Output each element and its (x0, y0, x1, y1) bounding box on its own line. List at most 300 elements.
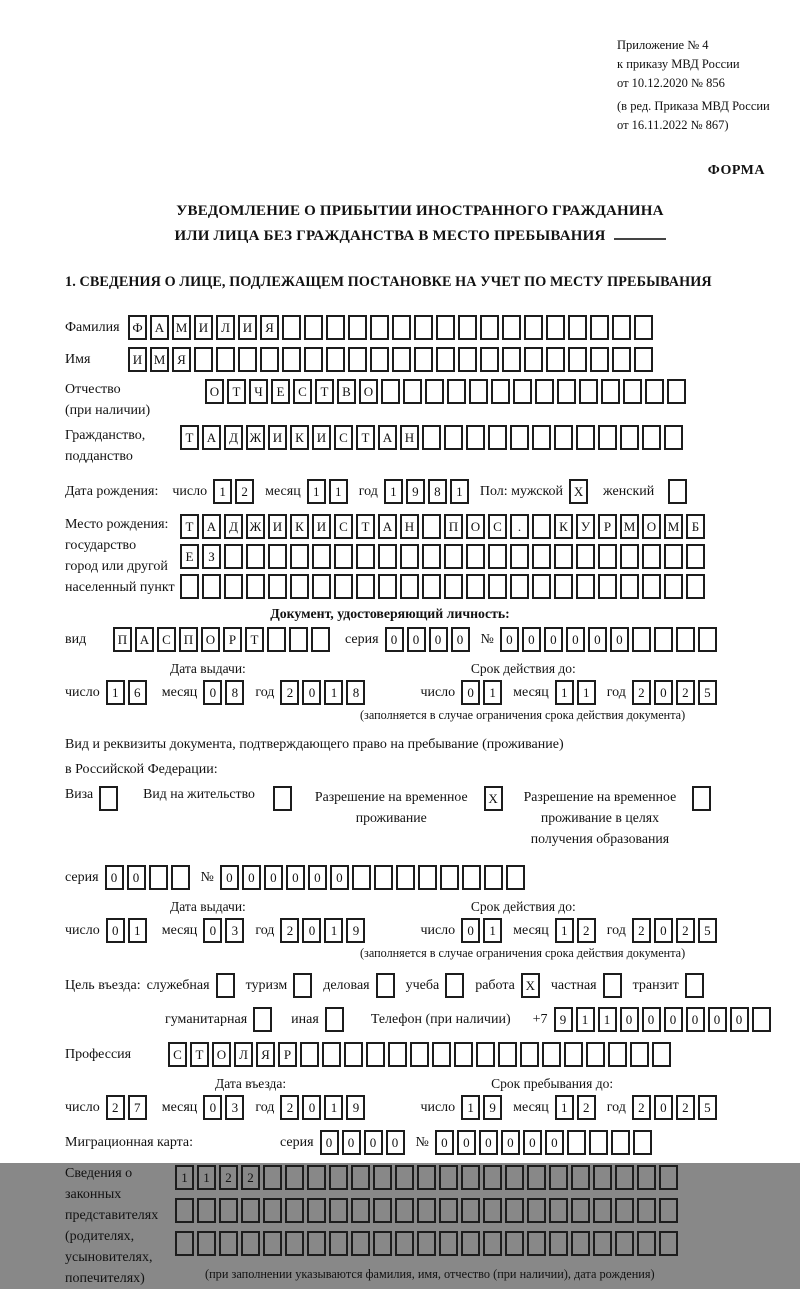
permit-number-cell[interactable]: 0 (264, 865, 283, 890)
permit-issue-year-cell[interactable]: 9 (346, 918, 365, 943)
legal-reps-cell[interactable] (263, 1231, 282, 1256)
temp-edu-cell[interactable] (692, 786, 711, 811)
citizenship-cell[interactable]: И (312, 425, 331, 450)
profession-cell[interactable]: Т (190, 1042, 209, 1067)
citizenship-cell[interactable] (642, 425, 661, 450)
patronymic-cell[interactable]: Т (227, 379, 246, 404)
legal-reps-cell[interactable] (549, 1231, 568, 1256)
legal-reps-cell[interactable] (417, 1165, 436, 1190)
birthplace-cell[interactable] (554, 544, 573, 569)
birth-year-cell[interactable]: 1 (450, 479, 469, 504)
patronymic-cell[interactable] (645, 379, 664, 404)
birthplace-cell[interactable]: Д (224, 514, 243, 539)
surname-cell[interactable]: М (172, 315, 191, 340)
name-cell[interactable] (612, 347, 631, 372)
profession-cell[interactable] (542, 1042, 561, 1067)
citizenship-cell[interactable] (664, 425, 683, 450)
legal-reps-cell[interactable] (351, 1165, 370, 1190)
name-cell[interactable] (480, 347, 499, 372)
permit-number-cell[interactable]: 0 (330, 865, 349, 890)
legal-reps-cell[interactable]: 1 (197, 1165, 216, 1190)
permit-number-cell[interactable]: 0 (220, 865, 239, 890)
legal-reps-cell[interactable] (483, 1198, 502, 1223)
birthplace-cell[interactable] (686, 574, 705, 599)
birthplace-cell[interactable] (378, 544, 397, 569)
profession-cell[interactable] (630, 1042, 649, 1067)
citizenship-cell[interactable]: К (290, 425, 309, 450)
patronymic-cell[interactable]: Т (315, 379, 334, 404)
legal-reps-cell[interactable] (241, 1198, 260, 1223)
legal-reps-cell[interactable] (329, 1198, 348, 1223)
permit-number-cell[interactable]: 0 (286, 865, 305, 890)
legal-reps-cell[interactable]: 2 (219, 1165, 238, 1190)
legal-reps-cell[interactable] (329, 1231, 348, 1256)
name-cell[interactable] (590, 347, 609, 372)
profession-cell[interactable] (498, 1042, 517, 1067)
phone-cell[interactable] (752, 1007, 771, 1032)
birth-year-cell[interactable]: 9 (406, 479, 425, 504)
birthplace-cell[interactable]: И (312, 514, 331, 539)
birth-month-cell[interactable]: 1 (307, 479, 326, 504)
birthplace-cell[interactable] (312, 544, 331, 569)
birthplace-cell[interactable] (268, 574, 287, 599)
citizenship-cell[interactable]: С (334, 425, 353, 450)
permit-valid-year-cell[interactable]: 0 (654, 918, 673, 943)
permit-issue-day-cell[interactable]: 0 (106, 918, 125, 943)
patronymic-cell[interactable] (601, 379, 620, 404)
legal-reps-cell[interactable] (593, 1231, 612, 1256)
migration-number-cell[interactable] (589, 1130, 608, 1155)
id-valid-day-cell[interactable]: 0 (461, 680, 480, 705)
profession-cell[interactable] (410, 1042, 429, 1067)
name-cell[interactable] (348, 347, 367, 372)
patronymic-cell[interactable] (623, 379, 642, 404)
id-issue-year-cell[interactable]: 2 (280, 680, 299, 705)
birthplace-cell[interactable] (598, 574, 617, 599)
surname-cell[interactable] (612, 315, 631, 340)
surname-cell[interactable] (502, 315, 521, 340)
birthplace-cell[interactable]: О (466, 514, 485, 539)
birthplace-cell[interactable] (422, 574, 441, 599)
birthplace-cell[interactable] (378, 574, 397, 599)
surname-cell[interactable] (568, 315, 587, 340)
id-number-cell[interactable]: 0 (522, 627, 541, 652)
name-cell[interactable] (392, 347, 411, 372)
permit-number-cell[interactable] (418, 865, 437, 890)
name-cell[interactable] (502, 347, 521, 372)
id-issue-year-cell[interactable]: 8 (346, 680, 365, 705)
legal-reps-cell[interactable] (439, 1165, 458, 1190)
surname-cell[interactable] (370, 315, 389, 340)
legal-reps-cell[interactable] (351, 1198, 370, 1223)
legal-reps-cell[interactable] (373, 1231, 392, 1256)
purpose-official-cell[interactable] (216, 973, 235, 998)
legal-reps-cell[interactable] (549, 1165, 568, 1190)
permit-valid-year-cell[interactable]: 2 (676, 918, 695, 943)
purpose-tourism-cell[interactable] (293, 973, 312, 998)
legal-reps-cell[interactable] (461, 1165, 480, 1190)
name-cell[interactable] (370, 347, 389, 372)
name-cell[interactable] (194, 347, 213, 372)
id-kind-cell[interactable] (311, 627, 330, 652)
legal-reps-cell[interactable] (307, 1231, 326, 1256)
citizenship-cell[interactable] (532, 425, 551, 450)
profession-cell[interactable] (520, 1042, 539, 1067)
birth-year-cell[interactable]: 8 (428, 479, 447, 504)
birthplace-cell[interactable] (422, 514, 441, 539)
entry-day-cell[interactable]: 7 (128, 1095, 147, 1120)
legal-reps-cell[interactable] (615, 1198, 634, 1223)
citizenship-cell[interactable] (444, 425, 463, 450)
patronymic-cell[interactable]: О (205, 379, 224, 404)
id-kind-cell[interactable]: Т (245, 627, 264, 652)
surname-cell[interactable] (590, 315, 609, 340)
name-cell[interactable] (216, 347, 235, 372)
legal-reps-cell[interactable] (659, 1165, 678, 1190)
surname-cell[interactable] (392, 315, 411, 340)
name-cell[interactable] (238, 347, 257, 372)
permit-number-cell[interactable]: 0 (242, 865, 261, 890)
birthplace-cell[interactable]: Е (180, 544, 199, 569)
citizenship-cell[interactable] (466, 425, 485, 450)
birthplace-cell[interactable] (510, 574, 529, 599)
permit-valid-year-cell[interactable]: 2 (632, 918, 651, 943)
permit-valid-day-cell[interactable]: 1 (483, 918, 502, 943)
name-cell[interactable] (546, 347, 565, 372)
legal-reps-cell[interactable] (637, 1198, 656, 1223)
name-cell[interactable] (634, 347, 653, 372)
citizenship-cell[interactable] (554, 425, 573, 450)
sex-male-cell[interactable]: X (569, 479, 588, 504)
profession-cell[interactable] (476, 1042, 495, 1067)
birthplace-cell[interactable]: . (510, 514, 529, 539)
permit-issue-day-cell[interactable]: 1 (128, 918, 147, 943)
citizenship-cell[interactable] (620, 425, 639, 450)
permit-issue-month-cell[interactable]: 0 (203, 918, 222, 943)
legal-reps-cell[interactable] (439, 1231, 458, 1256)
migration-number-cell[interactable]: 0 (523, 1130, 542, 1155)
patronymic-cell[interactable] (447, 379, 466, 404)
permit-valid-month-cell[interactable]: 2 (577, 918, 596, 943)
patronymic-cell[interactable] (579, 379, 598, 404)
birthplace-cell[interactable] (180, 574, 199, 599)
entry-year-cell[interactable]: 2 (280, 1095, 299, 1120)
legal-reps-cell[interactable] (549, 1198, 568, 1223)
birthplace-cell[interactable]: Т (180, 514, 199, 539)
purpose-business-cell[interactable] (376, 973, 395, 998)
birthplace-cell[interactable] (620, 574, 639, 599)
id-number-cell[interactable]: 0 (500, 627, 519, 652)
birthplace-cell[interactable] (444, 574, 463, 599)
surname-cell[interactable] (480, 315, 499, 340)
id-valid-month-cell[interactable]: 1 (577, 680, 596, 705)
name-cell[interactable] (304, 347, 323, 372)
purpose-other-cell[interactable] (325, 1007, 344, 1032)
patronymic-cell[interactable] (425, 379, 444, 404)
legal-reps-cell[interactable] (593, 1198, 612, 1223)
citizenship-cell[interactable] (488, 425, 507, 450)
legal-reps-cell[interactable] (527, 1165, 546, 1190)
surname-cell[interactable] (414, 315, 433, 340)
profession-cell[interactable]: Л (234, 1042, 253, 1067)
migration-number-cell[interactable]: 0 (545, 1130, 564, 1155)
purpose-work-cell[interactable]: X (521, 973, 540, 998)
legal-reps-cell[interactable] (571, 1165, 590, 1190)
profession-cell[interactable] (586, 1042, 605, 1067)
legal-reps-cell[interactable] (241, 1231, 260, 1256)
birthplace-cell[interactable] (642, 544, 661, 569)
patronymic-cell[interactable]: О (359, 379, 378, 404)
profession-cell[interactable] (454, 1042, 473, 1067)
legal-reps-cell[interactable] (417, 1198, 436, 1223)
entry-year-cell[interactable]: 0 (302, 1095, 321, 1120)
birthplace-cell[interactable] (202, 574, 221, 599)
phone-cell[interactable]: 0 (664, 1007, 683, 1032)
citizenship-cell[interactable]: Т (356, 425, 375, 450)
citizenship-cell[interactable]: А (202, 425, 221, 450)
phone-cell[interactable]: 1 (576, 1007, 595, 1032)
patronymic-cell[interactable] (403, 379, 422, 404)
id-kind-cell[interactable]: О (201, 627, 220, 652)
birthplace-cell[interactable]: Т (356, 514, 375, 539)
citizenship-cell[interactable] (576, 425, 595, 450)
citizenship-cell[interactable]: Т (180, 425, 199, 450)
birthplace-cell[interactable] (400, 544, 419, 569)
legal-reps-cell[interactable] (285, 1198, 304, 1223)
legal-reps-cell[interactable] (175, 1231, 194, 1256)
birthplace-cell[interactable]: О (642, 514, 661, 539)
legal-reps-cell[interactable] (659, 1198, 678, 1223)
purpose-study-cell[interactable] (445, 973, 464, 998)
stay-year-cell[interactable]: 2 (632, 1095, 651, 1120)
birthplace-cell[interactable] (290, 574, 309, 599)
permit-valid-month-cell[interactable]: 1 (555, 918, 574, 943)
birthplace-cell[interactable]: З (202, 544, 221, 569)
surname-cell[interactable] (282, 315, 301, 340)
id-valid-year-cell[interactable]: 0 (654, 680, 673, 705)
legal-reps-cell[interactable] (461, 1198, 480, 1223)
legal-reps-cell[interactable] (285, 1165, 304, 1190)
phone-cell[interactable]: 0 (686, 1007, 705, 1032)
birthplace-cell[interactable]: С (334, 514, 353, 539)
id-issue-year-cell[interactable]: 0 (302, 680, 321, 705)
birth-day-cell[interactable]: 1 (213, 479, 232, 504)
citizenship-cell[interactable]: Д (224, 425, 243, 450)
id-valid-day-cell[interactable]: 1 (483, 680, 502, 705)
birthplace-cell[interactable] (576, 544, 595, 569)
legal-reps-cell[interactable] (527, 1198, 546, 1223)
purpose-humanitarian-cell[interactable] (253, 1007, 272, 1032)
permit-valid-year-cell[interactable]: 5 (698, 918, 717, 943)
legal-reps-cell[interactable] (285, 1231, 304, 1256)
profession-cell[interactable] (388, 1042, 407, 1067)
entry-day-cell[interactable]: 2 (106, 1095, 125, 1120)
patronymic-cell[interactable] (381, 379, 400, 404)
name-cell[interactable]: М (150, 347, 169, 372)
migration-number-cell[interactable] (567, 1130, 586, 1155)
id-series-cell[interactable]: 0 (451, 627, 470, 652)
birthplace-cell[interactable]: Ж (246, 514, 265, 539)
legal-reps-cell[interactable] (615, 1231, 634, 1256)
migration-number-cell[interactable]: 0 (435, 1130, 454, 1155)
birthplace-cell[interactable]: Н (400, 514, 419, 539)
entry-year-cell[interactable]: 1 (324, 1095, 343, 1120)
permit-issue-year-cell[interactable]: 1 (324, 918, 343, 943)
profession-cell[interactable] (652, 1042, 671, 1067)
legal-reps-cell[interactable] (307, 1165, 326, 1190)
name-cell[interactable]: Я (172, 347, 191, 372)
birthplace-cell[interactable] (268, 544, 287, 569)
id-valid-year-cell[interactable]: 2 (632, 680, 651, 705)
profession-cell[interactable]: Я (256, 1042, 275, 1067)
birthplace-cell[interactable] (620, 544, 639, 569)
birthplace-cell[interactable] (576, 574, 595, 599)
birthplace-cell[interactable] (246, 574, 265, 599)
permit-number-cell[interactable]: 0 (308, 865, 327, 890)
legal-reps-cell[interactable] (659, 1231, 678, 1256)
legal-reps-cell[interactable] (483, 1165, 502, 1190)
birth-month-cell[interactable]: 1 (329, 479, 348, 504)
legal-reps-cell[interactable] (461, 1231, 480, 1256)
phone-cell[interactable]: 0 (620, 1007, 639, 1032)
name-cell[interactable] (458, 347, 477, 372)
id-issue-month-cell[interactable]: 8 (225, 680, 244, 705)
profession-cell[interactable] (300, 1042, 319, 1067)
residence-permit-cell[interactable] (273, 786, 292, 811)
migration-number-cell[interactable]: 0 (479, 1130, 498, 1155)
name-cell[interactable] (282, 347, 301, 372)
id-series-cell[interactable]: 0 (385, 627, 404, 652)
patronymic-cell[interactable] (513, 379, 532, 404)
profession-cell[interactable] (608, 1042, 627, 1067)
profession-cell[interactable] (322, 1042, 341, 1067)
legal-reps-cell[interactable] (593, 1165, 612, 1190)
surname-cell[interactable] (458, 315, 477, 340)
stay-month-cell[interactable]: 1 (555, 1095, 574, 1120)
permit-series-cell[interactable] (171, 865, 190, 890)
legal-reps-cell[interactable] (395, 1198, 414, 1223)
purpose-transit-cell[interactable] (685, 973, 704, 998)
patronymic-cell[interactable]: Е (271, 379, 290, 404)
surname-cell[interactable] (546, 315, 565, 340)
legal-reps-cell[interactable] (637, 1231, 656, 1256)
legal-reps-cell[interactable] (615, 1165, 634, 1190)
permit-number-cell[interactable] (396, 865, 415, 890)
birthplace-cell[interactable] (532, 574, 551, 599)
surname-cell[interactable]: И (194, 315, 213, 340)
legal-reps-cell[interactable] (307, 1198, 326, 1223)
profession-cell[interactable] (344, 1042, 363, 1067)
birthplace-cell[interactable] (554, 574, 573, 599)
legal-reps-cell[interactable] (351, 1231, 370, 1256)
profession-cell[interactable]: О (212, 1042, 231, 1067)
id-series-cell[interactable]: 0 (407, 627, 426, 652)
legal-reps-cell[interactable] (417, 1231, 436, 1256)
surname-cell[interactable] (304, 315, 323, 340)
legal-reps-cell[interactable] (263, 1165, 282, 1190)
permit-number-cell[interactable] (506, 865, 525, 890)
birthplace-cell[interactable] (686, 544, 705, 569)
legal-reps-cell[interactable] (483, 1231, 502, 1256)
birthplace-cell[interactable]: П (444, 514, 463, 539)
id-valid-year-cell[interactable]: 5 (698, 680, 717, 705)
citizenship-cell[interactable] (510, 425, 529, 450)
name-cell[interactable] (414, 347, 433, 372)
id-valid-month-cell[interactable]: 1 (555, 680, 574, 705)
temp-permit-cell[interactable]: X (484, 786, 503, 811)
patronymic-cell[interactable] (535, 379, 554, 404)
birthplace-cell[interactable]: С (488, 514, 507, 539)
id-kind-cell[interactable]: С (157, 627, 176, 652)
permit-number-cell[interactable] (462, 865, 481, 890)
profession-cell[interactable]: Р (278, 1042, 297, 1067)
legal-reps-cell[interactable] (219, 1198, 238, 1223)
permit-issue-month-cell[interactable]: 3 (225, 918, 244, 943)
phone-cell[interactable]: 9 (554, 1007, 573, 1032)
birthplace-cell[interactable]: К (290, 514, 309, 539)
surname-cell[interactable] (634, 315, 653, 340)
permit-series-cell[interactable]: 0 (127, 865, 146, 890)
id-number-cell[interactable]: 0 (544, 627, 563, 652)
stay-year-cell[interactable]: 0 (654, 1095, 673, 1120)
legal-reps-cell[interactable]: 2 (241, 1165, 260, 1190)
birthplace-cell[interactable] (246, 544, 265, 569)
id-issue-year-cell[interactable]: 1 (324, 680, 343, 705)
patronymic-cell[interactable] (469, 379, 488, 404)
name-cell[interactable] (524, 347, 543, 372)
surname-cell[interactable]: Ф (128, 315, 147, 340)
birthplace-cell[interactable] (312, 574, 331, 599)
birthplace-cell[interactable] (466, 544, 485, 569)
birthplace-cell[interactable] (334, 574, 353, 599)
birth-day-cell[interactable]: 2 (235, 479, 254, 504)
profession-cell[interactable]: С (168, 1042, 187, 1067)
surname-cell[interactable] (326, 315, 345, 340)
purpose-private-cell[interactable] (603, 973, 622, 998)
migration-series-cell[interactable]: 0 (386, 1130, 405, 1155)
id-kind-cell[interactable] (267, 627, 286, 652)
birthplace-cell[interactable] (224, 574, 243, 599)
surname-cell[interactable]: Л (216, 315, 235, 340)
entry-year-cell[interactable]: 9 (346, 1095, 365, 1120)
birthplace-cell[interactable]: М (620, 514, 639, 539)
permit-series-cell[interactable]: 0 (105, 865, 124, 890)
legal-reps-cell[interactable] (395, 1165, 414, 1190)
migration-series-cell[interactable]: 0 (364, 1130, 383, 1155)
patronymic-cell[interactable]: Ч (249, 379, 268, 404)
birthplace-cell[interactable]: И (268, 514, 287, 539)
legal-reps-cell[interactable] (175, 1198, 194, 1223)
migration-number-cell[interactable] (611, 1130, 630, 1155)
surname-cell[interactable] (524, 315, 543, 340)
citizenship-cell[interactable]: Н (400, 425, 419, 450)
profession-cell[interactable] (366, 1042, 385, 1067)
legal-reps-cell[interactable] (219, 1231, 238, 1256)
legal-reps-cell[interactable] (637, 1165, 656, 1190)
permit-issue-year-cell[interactable]: 2 (280, 918, 299, 943)
birthplace-cell[interactable]: А (202, 514, 221, 539)
legal-reps-cell[interactable] (571, 1198, 590, 1223)
birthplace-cell[interactable] (400, 574, 419, 599)
birthplace-cell[interactable] (224, 544, 243, 569)
legal-reps-cell[interactable] (505, 1231, 524, 1256)
id-kind-cell[interactable]: А (135, 627, 154, 652)
legal-reps-cell[interactable] (527, 1231, 546, 1256)
id-issue-month-cell[interactable]: 0 (203, 680, 222, 705)
birthplace-cell[interactable] (532, 514, 551, 539)
permit-issue-year-cell[interactable]: 0 (302, 918, 321, 943)
birthplace-cell[interactable] (598, 544, 617, 569)
